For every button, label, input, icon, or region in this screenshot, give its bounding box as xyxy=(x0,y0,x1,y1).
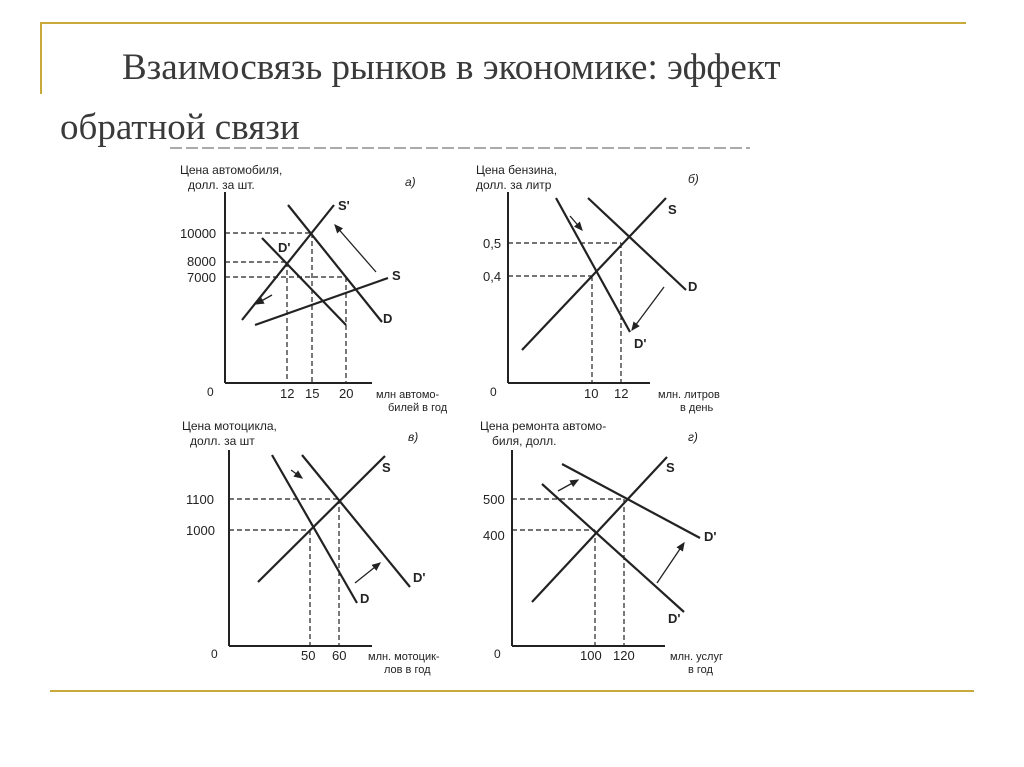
panel-a-supply xyxy=(255,278,388,325)
panel-a-ytick-8000: 8000 xyxy=(187,254,216,269)
panel-g-ylabel-1: Цена ремонта автомо- xyxy=(480,419,607,433)
panel-g-label-d-prime-upper: D' xyxy=(704,529,717,544)
panel-v-supply xyxy=(258,456,385,582)
panel-a-label-s: S xyxy=(392,268,401,283)
panel-v-shift-arrow-small xyxy=(291,470,302,478)
panel-b xyxy=(476,163,720,414)
panel-a-label-s-prime: S' xyxy=(338,198,350,213)
panel-b-xtick-10: 10 xyxy=(584,386,599,401)
panel-a xyxy=(180,163,448,414)
slide-title-line-1: Взаимосвязь рынков в экономике: эффект xyxy=(122,47,781,88)
panel-v-origin: 0 xyxy=(211,647,218,661)
panel-b-ytick-05: 0,5 xyxy=(483,236,502,251)
panel-v xyxy=(182,419,440,676)
panel-v-ylabel-2: долл. за шт xyxy=(190,434,255,448)
panel-a-xlabel-1: млн автомо- xyxy=(376,389,440,401)
panel-b-xlabel-2: в день xyxy=(680,402,714,414)
panel-v-xtick-60: 60 xyxy=(332,648,347,663)
slide-title-line-2: обратной связи xyxy=(60,107,300,148)
panel-g-xlabel-2: в год xyxy=(688,664,713,676)
panel-g-ytick-500: 500 xyxy=(483,492,505,507)
panel-v-ytick-1000: 1000 xyxy=(186,523,215,538)
panel-v-label-d: D xyxy=(360,591,370,606)
panel-g xyxy=(480,419,723,676)
panel-g-xtick-100: 100 xyxy=(580,648,602,663)
panel-b-label-d: D xyxy=(688,279,698,294)
panel-a-label: а) xyxy=(405,175,416,189)
panel-a-xtick-20: 20 xyxy=(339,386,354,401)
panel-g-label: г) xyxy=(688,430,698,444)
panel-a-ytick-10000: 10000 xyxy=(180,226,217,241)
panel-b-xlabel-1: млн. литров xyxy=(658,389,720,401)
panel-b-origin: 0 xyxy=(490,385,497,399)
panel-b-label-s: S xyxy=(668,202,677,217)
panel-a-xtick-15: 15 xyxy=(305,386,320,401)
panel-v-ylabel-1: Цена мотоцикла, xyxy=(182,419,277,433)
panel-v-xlabel-2: лов в год xyxy=(384,664,431,676)
panel-g-label-s: S xyxy=(666,460,675,475)
panel-v-ytick-1100: 1100 xyxy=(186,492,214,507)
panel-a-ytick-7000: 7000 xyxy=(187,270,216,285)
panel-v-label-d-prime: D' xyxy=(413,570,426,585)
panel-g-xlabel-1: млн. услуг xyxy=(670,651,723,663)
panel-a-xlabel-2: билей в год xyxy=(388,402,448,414)
panel-a-label-d-prime: D' xyxy=(278,240,291,255)
panel-g-ylabel-2: биля, долл. xyxy=(492,434,557,448)
panel-a-shift-arrow-supply xyxy=(335,225,376,272)
panel-a-ylabel-1: Цена автомобиля, xyxy=(180,163,283,177)
panel-g-origin: 0 xyxy=(494,647,501,661)
panel-v-demand xyxy=(272,455,357,603)
panel-b-xtick-12: 12 xyxy=(614,386,629,401)
panel-a-demand-prime xyxy=(262,238,346,325)
panel-v-label: в) xyxy=(408,430,419,444)
panel-a-xtick-12: 12 xyxy=(280,386,295,401)
panel-g-xtick-120: 120 xyxy=(613,648,635,663)
panel-b-ylabel-1: Цена бензина, xyxy=(476,163,558,177)
panel-v-shift-arrow-demand xyxy=(355,563,380,583)
panel-b-ylabel-2: долл. за литр xyxy=(476,178,552,192)
panel-v-xlabel-1: млн. мотоцик- xyxy=(368,651,440,663)
panel-g-demand xyxy=(542,484,684,612)
panel-g-label-d-prime-lower: D' xyxy=(668,611,681,626)
panel-v-xtick-50: 50 xyxy=(301,648,316,663)
panel-b-demand-prime xyxy=(556,198,630,332)
panel-v-label-s: S xyxy=(382,460,391,475)
panel-b-shift-arrow-demand xyxy=(632,287,664,330)
panel-a-label-d: D xyxy=(383,311,393,326)
panel-b-ytick-04: 0,4 xyxy=(483,269,502,284)
panel-g-demand-prime xyxy=(562,464,700,538)
panel-g-ytick-400: 400 xyxy=(483,528,505,543)
panel-g-shift-arrow-demand xyxy=(657,543,684,583)
panel-b-label-d-prime: D' xyxy=(634,336,647,351)
panel-g-shift-arrow-small xyxy=(558,480,578,491)
panel-b-label: б) xyxy=(688,172,699,186)
panel-a-ylabel-2: долл. за шт. xyxy=(188,178,255,192)
panel-a-origin: 0 xyxy=(207,385,214,399)
panel-b-supply xyxy=(522,198,666,350)
